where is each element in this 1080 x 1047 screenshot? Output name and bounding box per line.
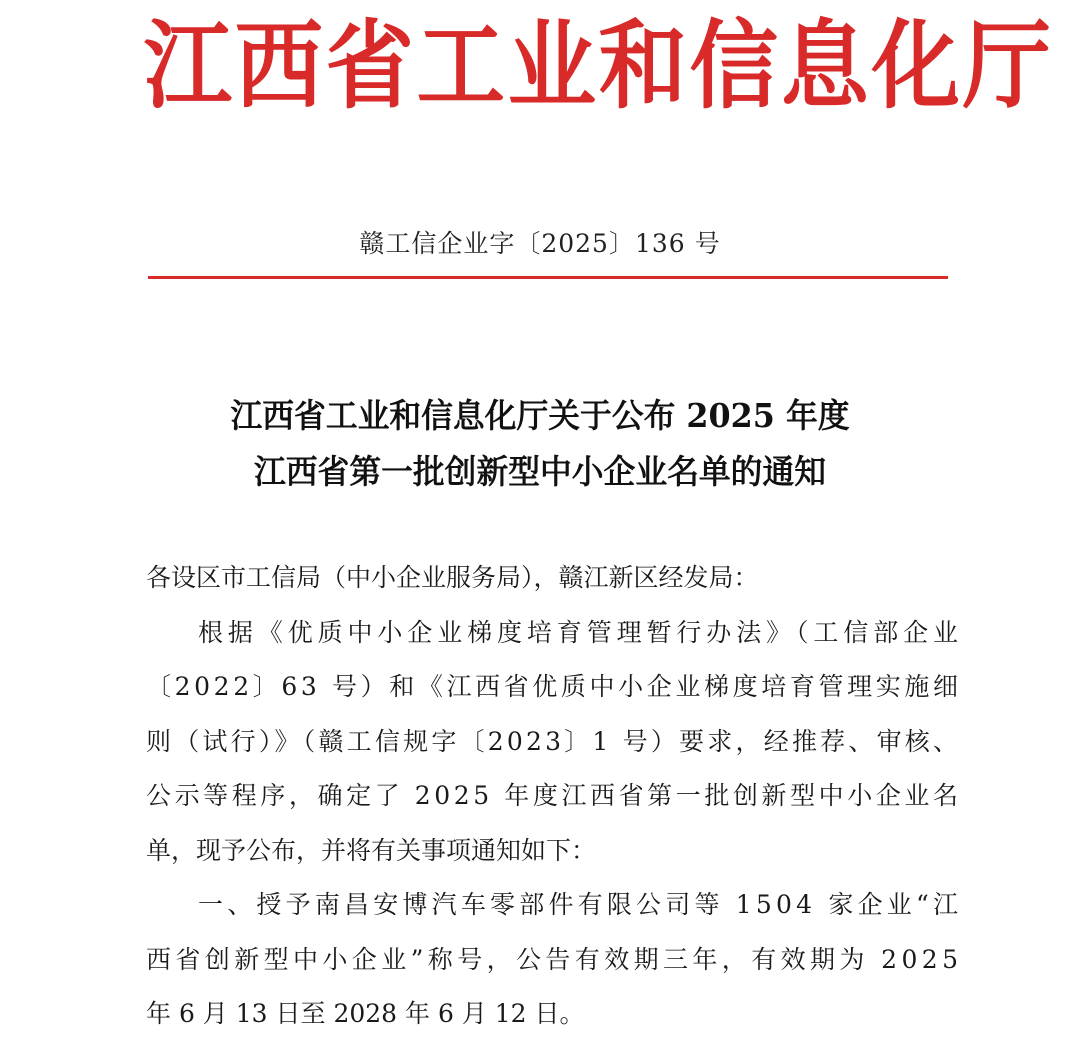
red-divider <box>148 276 948 279</box>
body-line <box>146 992 958 1047</box>
masthead-char: 息 <box>780 9 869 122</box>
body-text: 各设区市工信局（中小企业服务局），赣江新区经发局： <box>146 563 759 592</box>
body-line <box>146 611 963 666</box>
body-line <box>146 829 958 884</box>
notice-title <box>0 388 1080 500</box>
masthead-char: 业 <box>507 9 596 122</box>
masthead-char: 化 <box>871 9 960 122</box>
masthead-char: 西 <box>234 9 323 122</box>
salutation-line <box>146 556 958 611</box>
body-text: 一、授予南昌安博汽车零部件有限公司等 1504 家企业“江 <box>198 890 963 919</box>
body-text: 则（试行）》（赣工信规字〔2023〕1 号）要求，经推荐、审核、 <box>146 726 962 756</box>
body-line <box>146 938 963 993</box>
notice-body <box>146 556 963 1047</box>
body-text: 根据《优质中小企业梯度培育管理暂行办法》（工信部企业 <box>198 617 963 647</box>
notice-title-line: 江西省第一批创新型中小企业名单的通知 <box>254 452 826 491</box>
masthead-char: 省 <box>325 9 414 122</box>
body-text: 公示等程序，确定了 2025 年度江西省第一批创新型中小企业名 <box>146 781 962 810</box>
document-number: 赣工信企业字〔2025〕136 号 <box>359 229 721 258</box>
masthead-char: 厅 <box>962 9 1051 122</box>
body-text: 单，现予公布，并将有关事项通知如下： <box>146 835 597 865</box>
body-text: 年 6 月 13 日至 2028 年 6 月 12 日。 <box>146 999 585 1028</box>
masthead-title <box>140 8 1051 124</box>
masthead-char: 信 <box>689 9 778 122</box>
masthead-char: 工 <box>416 9 505 122</box>
body-line <box>146 720 962 775</box>
body-line <box>146 774 962 829</box>
body-text: 西省创新型中小企业”称号，公告有效期三年，有效期为 2025 <box>146 944 963 974</box>
masthead-char: 和 <box>598 9 687 122</box>
body-line <box>146 883 963 938</box>
body-text: 〔2022〕63 号）和《江西省优质中小企业梯度培育管理实施细 <box>146 672 962 701</box>
notice-title-line: 江西省工业和信息化厅关于公布 2025 年度 <box>230 396 850 435</box>
body-line <box>146 665 962 720</box>
masthead-char: 江 <box>143 9 232 122</box>
